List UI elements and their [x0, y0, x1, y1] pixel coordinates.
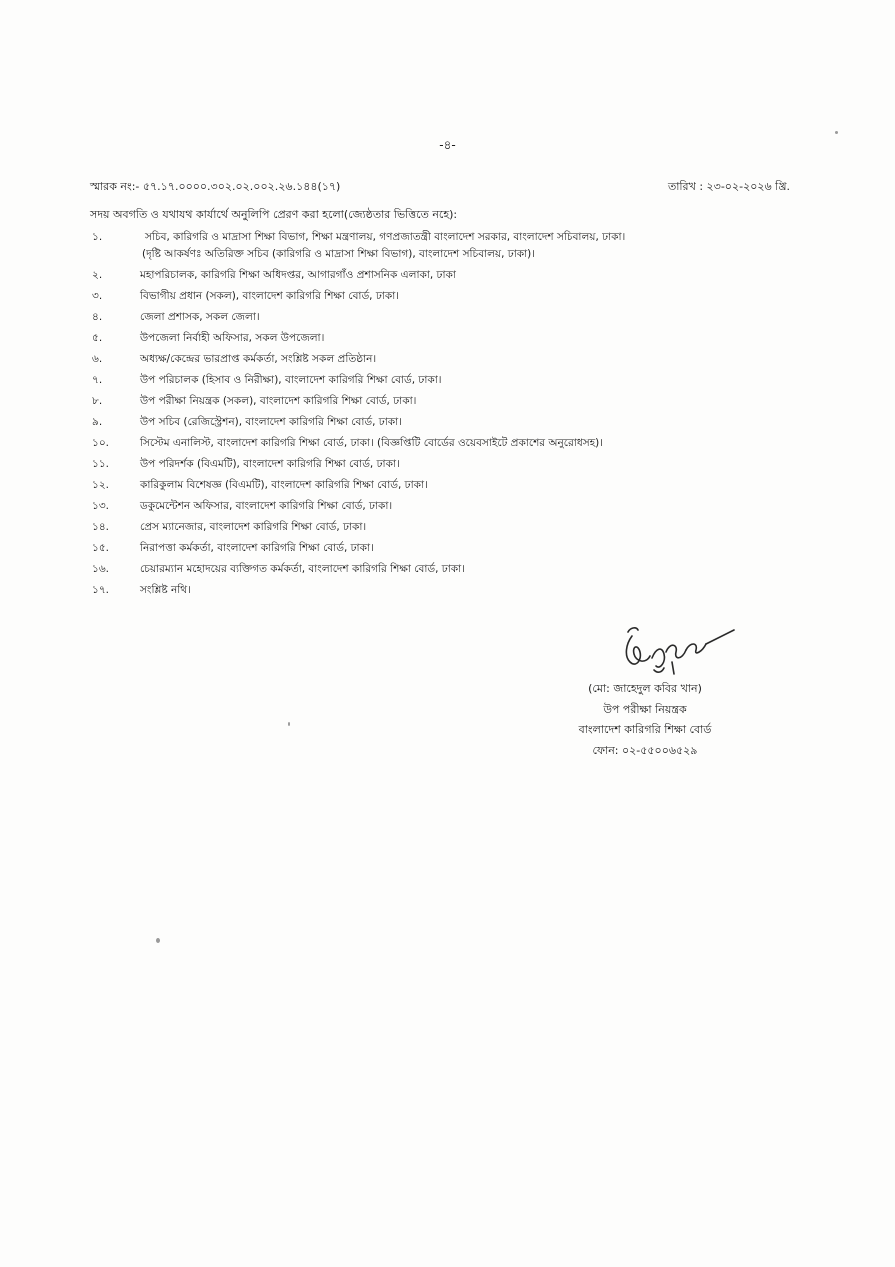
- item-text: নিরাপত্তা কর্মকর্তা, বাংলাদেশ কারিগরি শিক্ষা বোর্ড, ঢাকা।: [140, 542, 374, 554]
- list-item: [90, 391, 800, 412]
- item-number: ৫.: [92, 332, 103, 344]
- memo-date: তারিখ : ২৩-০২-২০২৬ খ্রি.: [667, 180, 790, 193]
- list-item: [90, 286, 800, 307]
- item-text: উপ পরিদর্শক (বিএমটি), বাংলাদেশ কারিগরি শিক্ষা বোর্ড, ঢাকা।: [140, 458, 400, 470]
- scan-speck: [835, 131, 838, 134]
- item-number: ৬.: [92, 353, 103, 365]
- item-text: অধ্যক্ষ/কেন্দ্রের ভারপ্রাপ্ত কর্মকর্তা, সংশ্লিষ্ট সকল প্রতিষ্ঠান।: [140, 353, 377, 365]
- signatory-name: (মো: জাহেদুল কবির খান): [588, 682, 702, 695]
- list-item: [90, 265, 800, 286]
- scan-speck: [288, 722, 290, 726]
- item-text: চেয়ারম্যান মহোদয়ের ব্যক্তিগত কর্মকর্তা, বাংলাদেশ কারিগরি শিক্ষা বোর্ড, ঢাকা।: [140, 563, 465, 575]
- item-text: জেলা প্রশাসক, সকল জেলা।: [140, 311, 260, 323]
- item-text: উপজেলা নির্বাহী অফিসার, সকল উপজেলা।: [140, 332, 325, 344]
- signature-block: [540, 679, 750, 761]
- signatory-designation: উপ পরীক্ষা নিয়ন্ত্রক: [603, 702, 687, 716]
- item-text: সংশ্লিষ্ট নথি।: [140, 584, 191, 596]
- list-item: [90, 328, 800, 349]
- list-item: [90, 227, 800, 265]
- item-number: ৩.: [92, 290, 103, 302]
- item-text-continued: (দৃষ্টি আকর্ষণঃ অতিরিক্ত সচিব (কারিগরি ও মাদ্রাসা শিক্ষা বিভাগ), বাংলাদেশ সচিবালয়, ঢাকা)।: [142, 248, 535, 260]
- list-item: [90, 580, 800, 601]
- item-number: ৯.: [92, 416, 103, 428]
- list-item: [90, 370, 800, 391]
- item-text: প্রেস ম্যানেজার, বাংলাদেশ কারিগরি শিক্ষা বোর্ড, ঢাকা।: [140, 521, 367, 533]
- item-number: ১৫.: [92, 542, 109, 554]
- item-text: ডকুমেন্টেশন অফিসার, বাংলাদেশ কারিগরি শিক্ষা বোর্ড, ঢাকা।: [140, 500, 393, 512]
- item-text: বিভাগীয় প্রধান (সকল), বাংলাদেশ কারিগরি শিক্ষা বোর্ড, ঢাকা।: [140, 290, 399, 302]
- list-item: [90, 307, 800, 328]
- item-number: ১০.: [92, 437, 109, 449]
- memo-number: স্মারক নং:- ৫৭.১৭.০০০০.৩০২.০২.০০২.২৬.১৪৪(১৭): [90, 180, 341, 193]
- list-item: [90, 454, 800, 475]
- page-number: -৪-: [439, 138, 456, 152]
- item-number: ১.: [92, 231, 103, 243]
- list-item: [90, 475, 800, 496]
- item-number: ৪.: [92, 311, 103, 323]
- list-item: [90, 412, 800, 433]
- item-number: ১৪.: [92, 521, 109, 533]
- item-text: উপ পরিচালক (হিসাব ও নিরীক্ষা), বাংলাদেশ কারিগরি শিক্ষা বোর্ড, ঢাকা।: [140, 374, 442, 386]
- item-text: কারিকুলাম বিশেষজ্ঞ (বিএমটি), বাংলাদেশ কারিগরি শিক্ষা বোর্ড, ঢাকা।: [140, 479, 428, 491]
- item-number: ৮.: [92, 395, 103, 407]
- item-text: সিস্টেম এনালিস্ট, বাংলাদেশ কারিগরি শিক্ষা বোর্ড, ঢাকা। (বিজ্ঞপ্তিটি বোর্ডের ওয়েবসাইটে প্রকাশের অনুরোধসহ)।: [140, 437, 604, 449]
- signatory-phone: ফোন: ০২-৫৫০০৬৫২৯: [592, 743, 698, 757]
- item-text: উপ পরীক্ষা নিয়ন্ত্রক (সকল), বাংলাদেশ কারিগরি শিক্ষা বোর্ড, ঢাকা।: [140, 395, 417, 407]
- item-number: ৭.: [92, 374, 103, 386]
- list-item: [90, 349, 800, 370]
- item-text: উপ সচিব (রেজিস্ট্রেশন), বাংলাদেশ কারিগরি শিক্ষা বোর্ড, ঢাকা।: [140, 416, 402, 428]
- item-number: ১৬.: [92, 563, 109, 575]
- distribution-list: [90, 227, 800, 601]
- item-text: সচিব, কারিগরি ও মাদ্রাসা শিক্ষা বিভাগ, শিক্ষা মন্ত্রণালয়, গণপ্রজাতন্ত্রী বাংলাদেশ সরকার, বাংলাদেশ সচিবালয়, ঢাকা।: [145, 231, 626, 243]
- list-item: [90, 433, 800, 454]
- signatory-organization: বাংলাদেশ কারিগরি শিক্ষা বোর্ড: [578, 723, 712, 736]
- list-item: [90, 517, 800, 538]
- item-number: ১২.: [92, 479, 109, 491]
- list-item: [90, 538, 800, 559]
- item-number: ২.: [92, 269, 103, 281]
- item-text: মহাপরিচালক, কারিগরি শিক্ষা অধিদপ্তর, আগারগাঁও প্রশাসনিক এলাকা, ঢাকা: [140, 269, 456, 281]
- item-number: ১৩.: [92, 500, 109, 512]
- item-number: ১৭.: [92, 584, 109, 596]
- list-item: [90, 496, 800, 517]
- scan-speck: [156, 938, 160, 943]
- list-item: [90, 559, 800, 580]
- handwritten-signature: [612, 622, 738, 684]
- item-number: ১১.: [92, 458, 109, 470]
- distribution-intro: সদয় অবগতি ও যথাযথ কার্যার্থে অনুলিপি প্রেরণ করা হলো(জ্যেষ্ঠতার ভিত্তিতে নহে):: [90, 208, 458, 221]
